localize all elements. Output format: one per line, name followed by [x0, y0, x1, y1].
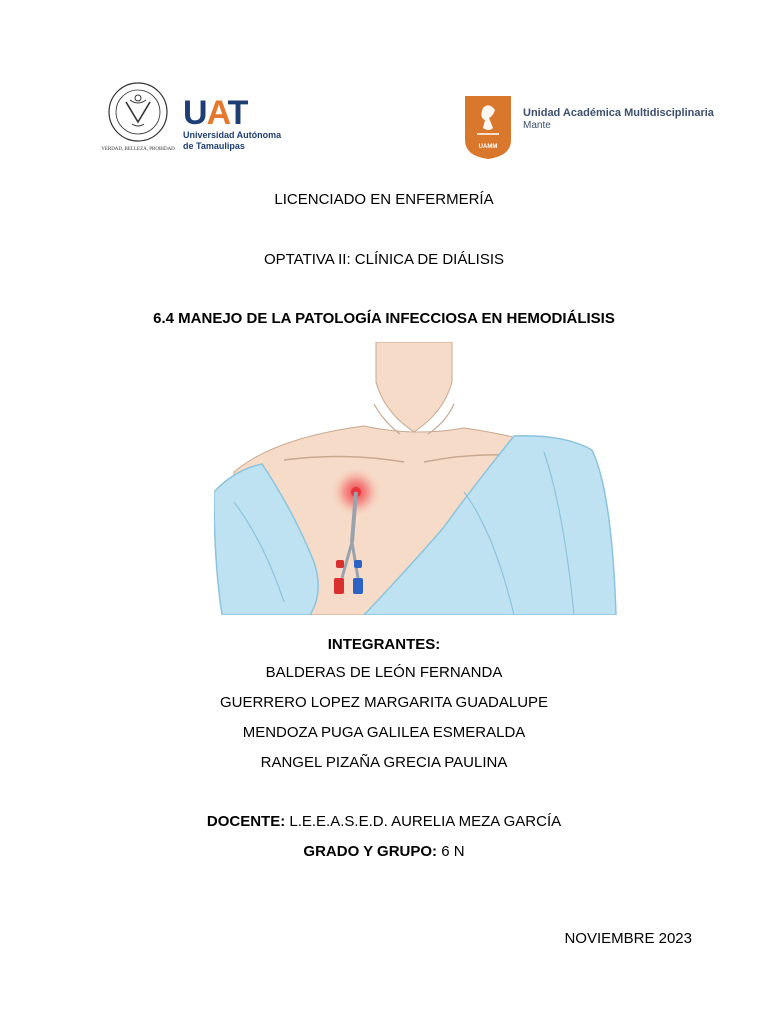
member-2: GUERRERO LOPEZ MARGARITA GUADALUPE — [219, 694, 549, 711]
member-4: RANGEL PIZAÑA GRECIA PAULINA — [260, 754, 508, 771]
topic-title: 6.4 MANEJO DE LA PATOLOGÍA INFECCIOSA EN HEMODIÁLISIS — [153, 310, 615, 327]
teacher-line — [0, 813, 768, 831]
teacher-name: L.E.E.A.S.E.D. AURELIA MEZA GARCÍA — [289, 813, 562, 830]
degree-title: LICENCIADO EN ENFERMERÍA — [274, 191, 494, 208]
course-title: OPTATIVA II: CLÍNICA DE DIÁLISIS — [263, 251, 505, 268]
teacher-label: DOCENTE: — [206, 813, 286, 830]
uat-logo — [183, 96, 293, 156]
uamm-location: Mante — [523, 120, 551, 131]
uat-acronym: UAT — [183, 94, 248, 132]
uat-name-line2: de Tamaulipas — [183, 141, 245, 151]
uamm-title: Unidad Académica Multidisciplinaria — [523, 107, 714, 119]
chest-catheter-illustration — [214, 342, 618, 615]
document-date: NOVIEMBRE 2023 — [564, 930, 692, 947]
uat-seal-logo — [100, 80, 180, 152]
uamm-shield-logo — [463, 94, 513, 160]
member-3: MENDOZA PUGA GALILEA ESMERALDA — [242, 724, 526, 741]
group-value: 6 N — [441, 843, 465, 860]
uamm-badge: UAMM — [478, 144, 498, 150]
uat-name-line1: Universidad Autónoma — [183, 130, 282, 140]
group-label: GRADO Y GRUPO: — [303, 843, 438, 860]
member-1: BALDERAS DE LEÓN FERNANDA — [265, 664, 503, 681]
members-heading: INTEGRANTES: — [327, 636, 441, 653]
uamm-text-block — [523, 107, 723, 132]
seal-motto: VERDAD, BELLEZA, PROBIDAD — [101, 147, 175, 152]
group-line — [0, 843, 768, 861]
